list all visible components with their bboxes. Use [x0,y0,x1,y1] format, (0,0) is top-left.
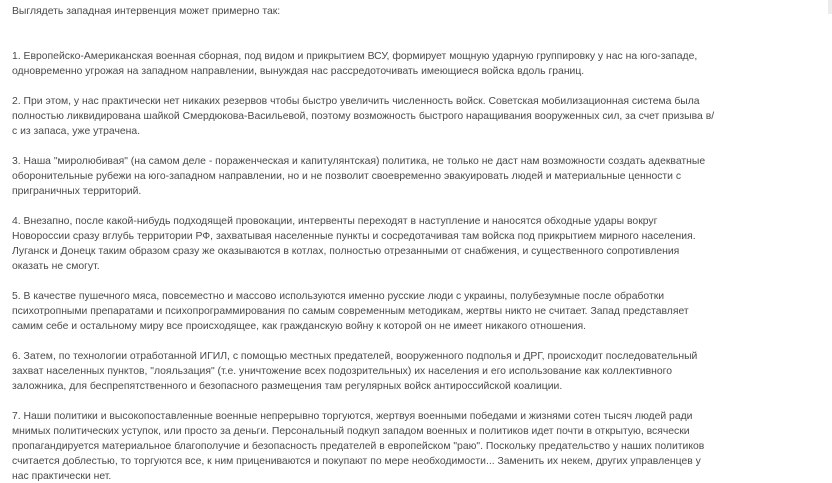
paragraph-line: мнимых политических уступок, или просто за деньги. Персональный подкуп западом военных и политиков идет почти в открытую, всячески [12,426,690,437]
paragraph-line: нас практически нет. [12,471,112,482]
intro-text: Выглядеть западная интервенция может примерно так: [12,6,281,17]
paragraph-line: одновременно угрожая на западном направлении, вынуждая нас рассредоточивать имеющиеся войска вдоль границ. [12,66,585,77]
paragraph-line: с из запаса, уже утрачена. [12,126,141,137]
paragraph-line: 7. Наши политики и высокопоставленные военные непрерывно торгуются, жертвуя военными победами и жизнями сотен тысяч людей ради [12,411,693,422]
paragraph [12,349,820,394]
paragraph [12,154,820,199]
paragraph-line: 1. Европейско-Американская военная сборная, под видом и прикрытием ВСУ, формирует мощную ударную группировку у нас на юго-западе, [12,51,698,62]
paragraph-line: психотропными препаратами и психопрограммирования по самым современным методикам, жертвы никто не считает. Запад представляет [12,306,689,317]
paragraph [12,214,820,274]
paragraph-line: Луганск и Донецк таким образом сразу же оказываются в котлах, полностью отрезанными от снабжения, и существенного сопротивления [12,246,680,257]
paragraph [12,409,820,483]
paragraph-line: приграничных территорий. [12,186,142,197]
scrollbar-edge[interactable] [828,0,832,14]
paragraph-line: 6. Затем, по технологии отработанной ИГИЛ, с помощью местных предателей, вооруженного подполья и ДРГ, происходит последовательный [12,351,698,362]
paragraph-line: 3. Наша "миролюбивая" (на самом деле - пораженческая и капитулянтская) политика, не только не даст нам возможности создать адекватные [12,156,706,167]
paragraph-line: полностью ликвидирована шайкой Смердюкова-Васильевой, поэтому возможность быстрого наращивания вооруженных сил, за счет призыва в/ [12,111,715,122]
paragraph-line: Новороссии сразу вглубь территории РФ, захватывая населенные пункты и сосредотачивая там войска под прикрытием мирного населения. [12,231,696,242]
paragraph-line: самим себе и остальному миру все происходящее, как гражданскую войну к которой он не имеет никакого отношения. [12,321,587,332]
paragraph-line: оказать не смогут. [12,261,100,272]
paragraph-list [12,49,820,483]
paragraph [12,49,820,79]
paragraph-line: 4. Внезапно, после какой-нибудь подходящей провокации, интервенты переходят в наступление и наносятся обходные удары вокруг [12,216,658,227]
paragraph-line: 5. В качестве пушечного мяса, повсеместно и массово используются именно русские люди с украины, полубезумные после обработки [12,291,665,302]
paragraph-line: 2. При этом, у нас практически нет никаких резервов чтобы быстро увеличить численность войск. Советская мобилизационная система была [12,96,700,107]
paragraph-line: пропагандируется материальное благополучие и безопасность предателей в европейском "раю". Поскольку предательство у наших политиков [12,441,705,452]
paragraph-line: считается доблестью, то торгуются все, к ним прицениваются и покупают по мере необходимости... Заменить их некем, других управленцев у [12,456,701,467]
paragraph [12,94,820,139]
paragraph-line: оборонительные рубежи на юго-западном направлении, но и не позволит своевременно эвакуировать людей и материальные ценности с [12,171,682,182]
paragraph [12,289,820,334]
paragraph-line: заложника, для беспрепятственного и безопасного размещения там регулярных войск антироссийской коалиции. [12,381,563,392]
paragraph-line: захват населенных пунктов, "лояльзация" (т.е. уничтожение всех подозрительных) их населения и его использование как коллективного [12,366,673,377]
